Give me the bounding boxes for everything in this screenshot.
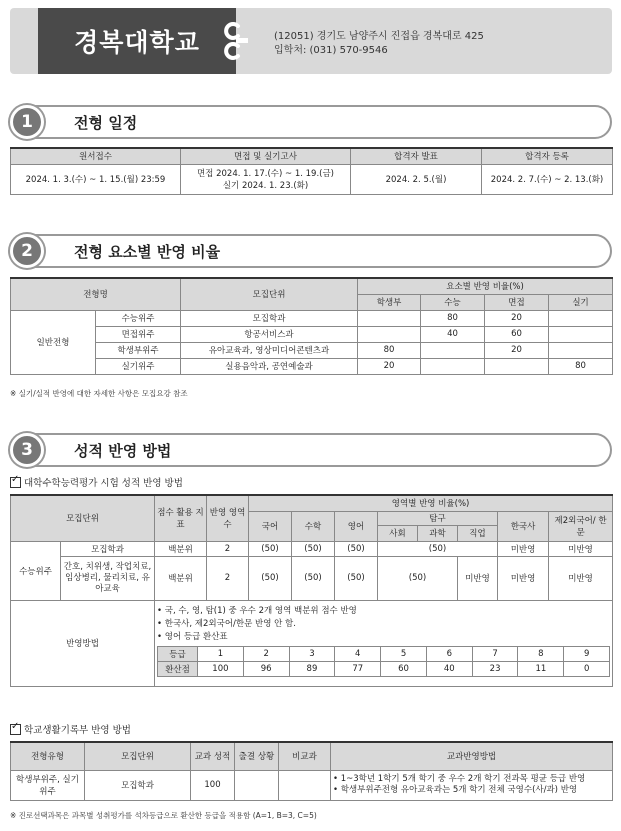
ratio-subtype: 면접위주 <box>96 326 181 342</box>
ratio-value <box>549 326 613 342</box>
suneung-header-index: 점수 활용 지표 <box>155 495 207 541</box>
suneung-header-korean: 국어 <box>249 511 292 541</box>
section-heading-schedule <box>10 105 612 141</box>
schedule-header-cell: 원서접수 <box>11 148 181 164</box>
ratio-note: ※ 실기/실적 반영에 대한 자세한 사항은 모집요강 참조 <box>10 389 188 398</box>
grade-cell: 9 <box>564 646 610 661</box>
record-method-bullet: • 학생부위주전형 유아교육과는 5개 학기 전체 국영수(사/과) 반영 <box>333 785 610 796</box>
record-header-cell: 교과 성적 <box>191 742 235 770</box>
phone-text: 입학처: (031) 570-9546 <box>274 45 388 56</box>
score-cell: 96 <box>243 661 289 676</box>
suneung-index: 백분위 <box>155 556 207 600</box>
record-header-cell: 출결 상황 <box>235 742 279 770</box>
checkbox-checked-icon <box>10 477 21 488</box>
binder-rings-icon <box>220 18 250 64</box>
suneung-job: 미반영 <box>458 556 498 600</box>
ratio-value <box>549 342 613 358</box>
ratio-subtype: 학생부위주 <box>96 342 181 358</box>
suneung-header-social: 사회 <box>378 525 418 541</box>
checkbox-checked-icon <box>10 724 21 735</box>
contact-info <box>274 30 484 58</box>
suneung-method-cell <box>155 600 613 686</box>
suneung-english: (50) <box>335 556 378 600</box>
record-method-cell <box>331 770 613 800</box>
ratio-header-group: 요소별 반영 비율(%) <box>358 278 613 294</box>
section-number-badge: 2 <box>10 234 44 268</box>
grade-cell: 7 <box>472 646 518 661</box>
ratio-header-cell: 수능 <box>421 294 485 310</box>
suneung-history: 미반영 <box>498 541 549 556</box>
suneung-header-foreign: 제2외국어/ 한문 <box>549 511 613 541</box>
suneung-type: 수능위주 <box>11 541 61 600</box>
record-type: 학생부위주, 실기위주 <box>11 770 85 800</box>
suneung-subtitle <box>10 475 183 489</box>
university-name-box <box>38 8 236 74</box>
schedule-cell-registration: 2024. 2. 7.(수) ~ 2. 13.(화) <box>482 164 613 194</box>
score-cell: 100 <box>198 661 244 676</box>
ratio-value: 20 <box>485 310 549 326</box>
schedule-header-cell: 면접 및 실기고사 <box>181 148 351 164</box>
score-cell: 0 <box>564 661 610 676</box>
suneung-header-unit: 모집단위 <box>11 495 155 541</box>
ratio-value: 20 <box>358 358 421 374</box>
ratio-unit: 실용음악과, 공연예술과 <box>181 358 358 374</box>
record-subtitle <box>10 722 131 736</box>
schedule-table <box>10 147 613 195</box>
record-header-cell: 전형유형 <box>11 742 85 770</box>
suneung-unit: 모집학과 <box>61 541 155 556</box>
score-cell: 40 <box>426 661 472 676</box>
ratio-unit: 항공서비스과 <box>181 326 358 342</box>
record-header-cell: 교과반영방법 <box>331 742 613 770</box>
suneung-history: 미반영 <box>498 556 549 600</box>
university-name: 경복대학교 <box>74 28 200 57</box>
record-unit: 모집학과 <box>85 770 191 800</box>
suneung-method-label: 반영방법 <box>11 600 155 686</box>
suneung-foreign: 미반영 <box>549 556 613 600</box>
ratio-value: 60 <box>485 326 549 342</box>
record-method-bullet: • 1~3학년 1학기 5개 학기 중 우수 2개 학기 전과목 평균 등급 반영 <box>333 774 610 785</box>
suneung-header-tamgu: 탐구 <box>378 511 498 525</box>
suneung-index: 백분위 <box>155 541 207 556</box>
section-heading-ratio <box>10 234 612 270</box>
grade-cell: 4 <box>335 646 381 661</box>
suneung-header-science: 과학 <box>418 525 458 541</box>
ratio-header-cell: 실기 <box>549 294 613 310</box>
suneung-header-count: 반영 영역수 <box>207 495 249 541</box>
suneung-header-english: 영어 <box>335 511 378 541</box>
suneung-header-job: 직업 <box>458 525 498 541</box>
score-cell: 11 <box>518 661 564 676</box>
record-header-cell: 비교과 <box>279 742 331 770</box>
ratio-header-unit: 모집단위 <box>181 278 358 310</box>
ratio-value <box>358 310 421 326</box>
ratio-value <box>549 310 613 326</box>
method-bullet: • 국, 수, 영, 탐(1) 중 우수 2개 영역 백분위 점수 반영 <box>157 605 610 618</box>
suneung-count: 2 <box>207 556 249 600</box>
suneung-math: (50) <box>292 541 335 556</box>
grade-label: 등급 <box>158 646 198 661</box>
schedule-header-cell: 합격자 발표 <box>351 148 482 164</box>
ratio-header-type: 전형명 <box>11 278 181 310</box>
section-heading-score <box>10 433 612 469</box>
section-number-badge: 3 <box>10 433 44 467</box>
record-score: 100 <box>191 770 235 800</box>
ratio-header-cell: 면접 <box>485 294 549 310</box>
record-subtitle-text: 학교생활기록부 반영 방법 <box>24 725 131 736</box>
practical-exam-date: 실기 2024. 1. 23.(화) <box>222 181 309 191</box>
suneung-korean: (50) <box>249 556 292 600</box>
grade-cell: 2 <box>243 646 289 661</box>
grade-cell: 8 <box>518 646 564 661</box>
ratio-subtype: 수능위주 <box>96 310 181 326</box>
schedule-cell-application: 2024. 1. 3.(수) ~ 1. 15.(월) 23:59 <box>11 164 181 194</box>
ratio-unit: 모집학과 <box>181 310 358 326</box>
section-title: 성적 반영 방법 <box>74 442 172 460</box>
ratio-unit: 유아교육과, 영상미디어콘텐츠과 <box>181 342 358 358</box>
schedule-header-cell: 합격자 등록 <box>482 148 613 164</box>
method-bullet: • 한국사, 제2외국어/한문 반영 안 함. <box>157 618 610 631</box>
ratio-header-cell: 학생부 <box>358 294 421 310</box>
method-bullet: • 영어 등급 환산표 <box>157 631 610 644</box>
section-title: 전형 요소별 반영 비율 <box>74 243 221 261</box>
schedule-cell-interview <box>181 164 351 194</box>
ratio-value: 40 <box>421 326 485 342</box>
suneung-tamgu: (50) <box>378 541 498 556</box>
score-cell: 77 <box>335 661 381 676</box>
ratio-type-name: 일반전형 <box>11 310 96 374</box>
suneung-tamgu: (50) <box>378 556 458 600</box>
ratio-value <box>421 358 485 374</box>
record-attendance <box>235 770 279 800</box>
suneung-header-group: 영역별 반영 비율(%) <box>249 495 613 511</box>
suneung-header-math: 수학 <box>292 511 335 541</box>
grade-cell: 1 <box>198 646 244 661</box>
ratio-table <box>10 277 613 375</box>
ratio-value <box>485 358 549 374</box>
english-grade-table <box>157 646 610 677</box>
section-title: 전형 일정 <box>74 114 138 132</box>
suneung-english: (50) <box>335 541 378 556</box>
ratio-value: 80 <box>421 310 485 326</box>
interview-dates: 면접 2024. 1. 17.(수) ~ 1. 19.(금) <box>196 169 335 179</box>
ratio-value: 80 <box>358 342 421 358</box>
score-cell: 23 <box>472 661 518 676</box>
suneung-unit: 간호, 치위생, 작업치료, 임상병리, 물리치료, 유아교육 <box>61 556 155 600</box>
record-method-list <box>333 774 610 796</box>
suneung-foreign: 미반영 <box>549 541 613 556</box>
record-header-cell: 모집단위 <box>85 742 191 770</box>
suneung-table <box>10 494 613 687</box>
record-table <box>10 741 613 801</box>
grade-cell: 6 <box>426 646 472 661</box>
ratio-subtype: 실기위주 <box>96 358 181 374</box>
score-cell: 89 <box>289 661 335 676</box>
suneung-method-list <box>157 605 610 644</box>
grade-cell: 5 <box>381 646 427 661</box>
suneung-math: (50) <box>292 556 335 600</box>
score-cell: 60 <box>381 661 427 676</box>
schedule-cell-announcement: 2024. 2. 5.(월) <box>351 164 482 194</box>
suneung-count: 2 <box>207 541 249 556</box>
ratio-value: 80 <box>549 358 613 374</box>
ratio-value: 20 <box>485 342 549 358</box>
ratio-value <box>358 326 421 342</box>
university-header <box>10 8 612 74</box>
section-number-badge: 1 <box>10 105 44 139</box>
record-note: ※ 진로선택과목은 과목별 성취평가를 석차등급으로 환산한 등급을 적용함 (A=1, B=3, C=5) <box>10 811 317 820</box>
ratio-value <box>421 342 485 358</box>
record-extracurricular <box>279 770 331 800</box>
address-text: (12051) 경기도 남양주시 진접읍 경복대로 425 <box>274 31 484 42</box>
grade-cell: 3 <box>289 646 335 661</box>
suneung-header-history: 한국사 <box>498 511 549 541</box>
score-label: 환산점 <box>158 661 198 676</box>
suneung-subtitle-text: 대학수학능력평가 시험 성적 반영 방법 <box>24 478 183 489</box>
suneung-korean: (50) <box>249 541 292 556</box>
